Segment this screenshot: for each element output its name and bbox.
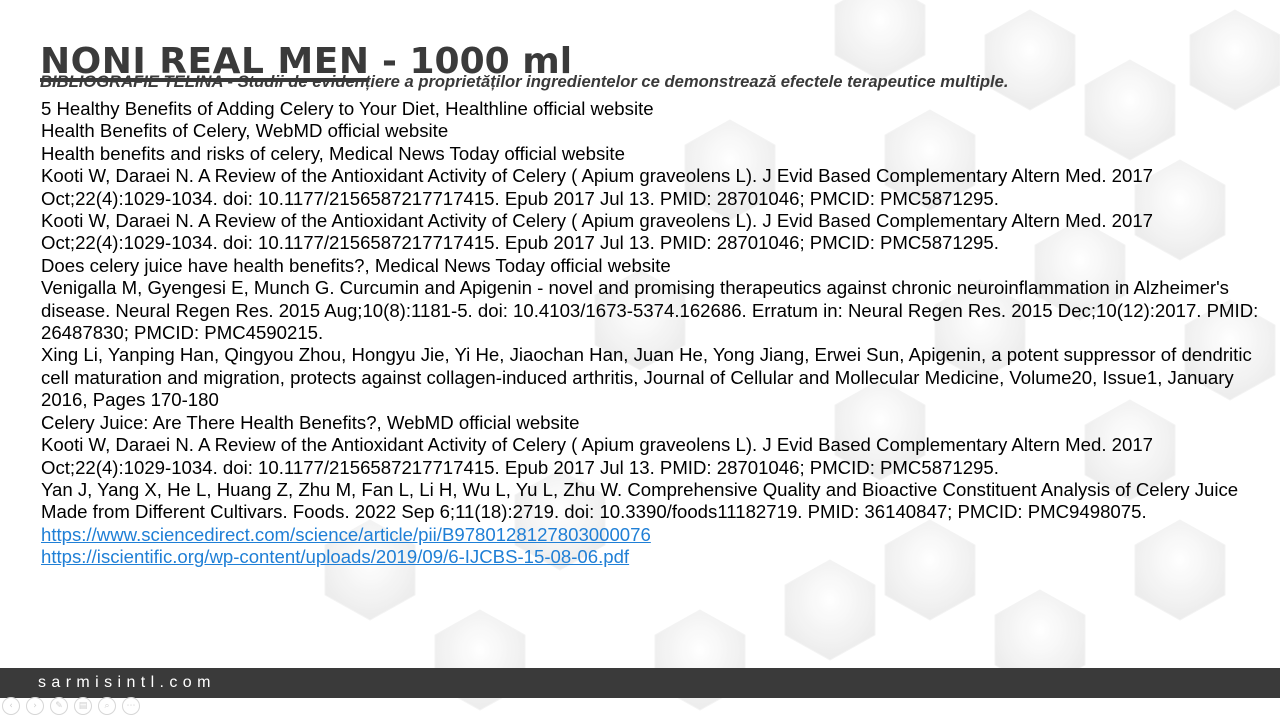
reference-item: Xing Li, Yanping Han, Qingyou Zhou, Hongyu Jie, Yi He, Jiaochan Han, Juan He, Yong Jiang, Erwei Sun, Apigenin, a potent suppressor of dendritic cell maturation and migration, protects against collagen-induced arthritis, Journal of Cellular and Mollecular Medicine, Volume20, Issue1, January 2016, Pages 170-180 [41,344,1252,411]
reference-item: Health Benefits of Celery, WebMD official website [41,120,449,142]
reference-item: Does celery juice have health benefits?, Medical News Today official website [41,254,671,276]
slideshow-controls [2,697,140,717]
title-separator: - [369,41,410,83]
reference-item: Health benefits and risks of celery, Medical News Today official website [41,142,625,164]
slides-icon[interactable]: ▤ [74,697,92,715]
bibliography-subtitle: BIBLIOGRAFIE TELINA - Studii de evidențiere a proprietăților ingredientelor ce demonstrează efectele terapeutice multiple. [40,72,1009,91]
sciencedirect-link[interactable]: https://www.sciencedirect.com/science/article/pii/B9780128127803000076 [41,523,651,545]
more-icon[interactable]: ⋯ [122,697,140,715]
reference-link-item [41,546,1273,568]
footer-bar [0,668,1280,698]
next-icon[interactable]: › [26,697,44,715]
reference-item: Kooti W, Daraei N. A Review of the Antioxidant Activity of Celery ( Apium graveolens L). J Evid Based Complementary Altern Med. 2017 Oct;22(4):1029-1034. doi: 10.1177/2156587217717415. Epub 2017 Jul 13. PMID: 28701046; PMCID: PMC5871295. [41,434,1154,478]
product-volume: 1000 ml [409,41,573,83]
reference-item: Kooti W, Daraei N. A Review of the Antioxidant Activity of Celery ( Apium graveolens L). J Evid Based Complementary Altern Med. 2017 Oct;22(4):1029-1034. doi: 10.1177/2156587217717415. Epub 2017 Jul 13. PMID: 28701046; PMCID: PMC5871295. [41,165,1154,209]
brand-name: NONI REAL MEN [40,41,370,83]
reference-list [41,98,1273,569]
reference-item: Kooti W, Daraei N. A Review of the Antioxidant Activity of Celery ( Apium graveolens L). J Evid Based Complementary Altern Med. 2017 Oct;22(4):1029-1034. doi: 10.1177/2156587217717415. Epub 2017 Jul 13. PMID: 28701046; PMCID: PMC5871295. [41,210,1154,254]
previous-icon[interactable]: ‹ [2,697,20,715]
reference-item: 5 Healthy Benefits of Adding Celery to Your Diet, Healthline official website [41,98,654,119]
reference-item: Venigalla M, Gyengesi E, Munch G. Curcumin and Apigenin - novel and promising therapeutics against chronic neuroinflammation in Alzheimer's disease. Neural Regen Res. 2015 Aug;10(8):1181-5. doi: 10.4103/1673-5374.162686. Erratum in: Neural Regen Res. 2015 Dec;10(12):2017. PMID: 26487830; PMCID: PMC4590215. [41,277,1259,344]
reference-link-item [41,524,1273,546]
footer-website: sarmisintl.com [38,674,216,691]
reference-item: Yan J, Yang X, He L, Huang Z, Zhu M, Fan L, Li H, Wu L, Yu L, Zhu W. Comprehensive Quality and Bioactive Constituent Analysis of Celery Juice Made from Different Cultivars. Foods. 2022 Sep 6;11(18):2719. doi: 10.3390/foods11182719. PMID: 36140847; PMCID: PMC9498075. [41,478,1239,523]
reference-item: Celery Juice: Are There Health Benefits?, WebMD official website [41,411,580,433]
iscientific-link[interactable]: https://iscientific.org/wp-content/uploads/2019/09/6-IJCBS-15-08-06.pdf [41,546,630,568]
pen-icon[interactable]: ✎ [50,697,68,715]
zoom-icon[interactable]: ⌕ [98,697,116,715]
